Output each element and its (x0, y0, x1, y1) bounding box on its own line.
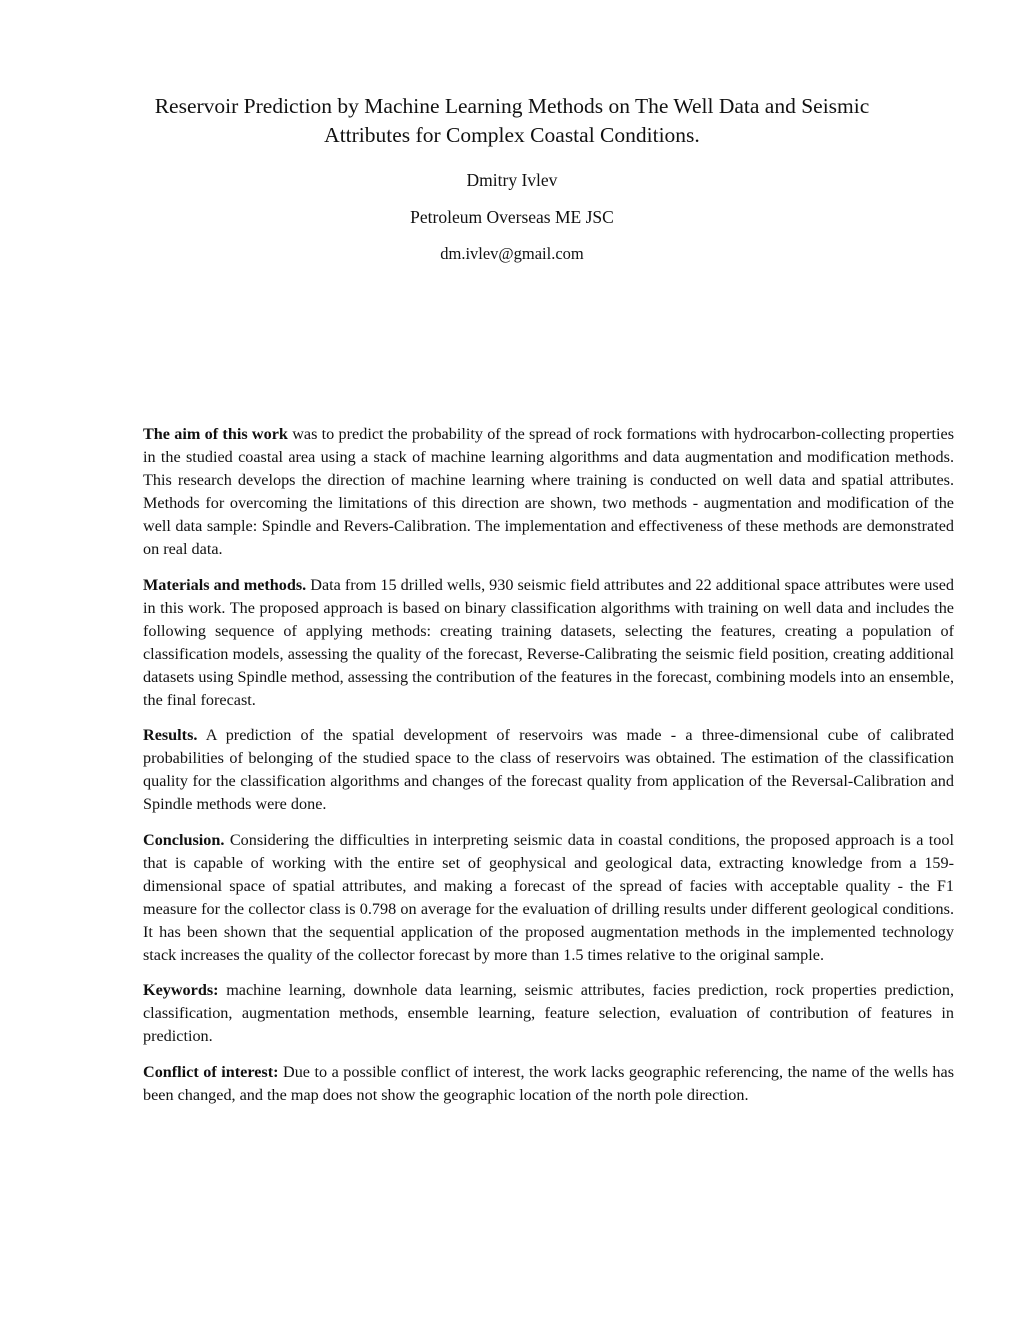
materials-heading: Materials and methods. (143, 575, 307, 594)
conclusion-heading: Conclusion. (143, 830, 225, 849)
author-affiliation: Petroleum Overseas ME JSC (410, 207, 614, 227)
conclusion-text: Considering the difficulties in interpreting seismic data in coastal conditions, the proposed approach is a tool that is capable of working with the entire set of geophysical and geological data, extracting knowledge from a 159-dimensional space of spatial attributes, and making a forecast of the spread of facies with acceptable quality - the F1 measure for the collector class is 0.798 on average for the evaluation of drilling results under different geological conditions. It has been shown that the sequential application of the proposed augmentation methods in the implemented technology stack increases the quality of the collector forecast by more than 1.5 times relative to the original sample. (143, 830, 954, 964)
aim-text: was to predict the probability of the spread of rock formations with hydrocarbon-collecting properties in the studied coastal area using a stack of machine learning algorithms and data augmentation and modification methods. This research develops the direction of machine learning where training is conducted on well data and spatial attributes. Methods for overcoming the limitations of this direction are shown, two methods - augmentation and modification of the well data sample: Spindle and Revers-Calibration. The implementation and effectiveness of these methods are demonstrated on real data. (143, 425, 954, 558)
aim-paragraph (143, 423, 954, 561)
keywords-paragraph (143, 979, 954, 1048)
abstract (143, 423, 954, 1119)
results-text: A prediction of the spatial development of reservoirs was made - a three-dimensional cube of calibrated probabilities of belonging of the studied space to the class of reservoirs was obtained. The estimation of the classification quality for the classification algorithms and changes of the forecast quality from application of the Reversal-Calibration and Spindle methods were done. (143, 726, 954, 813)
conflict-text: Due to a possible conflict of interest, the work lacks geographic referencing, the name of the wells has been changed, and the map does not show the geographic location of the north pole direction. (143, 1062, 954, 1104)
keywords-text: machine learning, downhole data learning, seismic attributes, facies prediction, rock properties prediction, classification, augmentation methods, ensemble learning, feature selection, evaluation of contribution of features in prediction. (143, 981, 954, 1045)
title-line-1: Reservoir Prediction by Machine Learning Methods on The Well Data and Seismic (154, 94, 870, 118)
conclusion-paragraph (143, 829, 954, 967)
title-line-2: Attributes for Complex Coastal Conditions. (324, 123, 700, 147)
conflict-paragraph (143, 1061, 954, 1107)
paper-title (100, 92, 924, 150)
author-name: Dmitry Ivlev (466, 170, 558, 190)
author-email: dm.ivlev@gmail.com (440, 244, 584, 263)
results-heading: Results. (143, 726, 198, 744)
keywords-heading: Keywords: (143, 981, 219, 999)
materials-paragraph (143, 574, 954, 712)
aim-heading: The aim of this work (143, 425, 288, 443)
materials-text: Data from 15 drilled wells, 930 seismic field attributes and 22 additional space attributes were used in this work. The proposed approach is based on binary classification algorithms with training on well data and includes the following sequence of applying methods: creating training datasets, selecting the features, creating a population of classification models, assessing the quality of the forecast, Reverse-Calibrating the seismic field position, creating additional datasets using Spindle method, assessing the contribution of the features in the forecast, combining models into an ensemble, the final forecast. (143, 575, 954, 709)
conflict-heading: Conflict of interest: (143, 1062, 279, 1081)
results-paragraph (143, 724, 954, 816)
